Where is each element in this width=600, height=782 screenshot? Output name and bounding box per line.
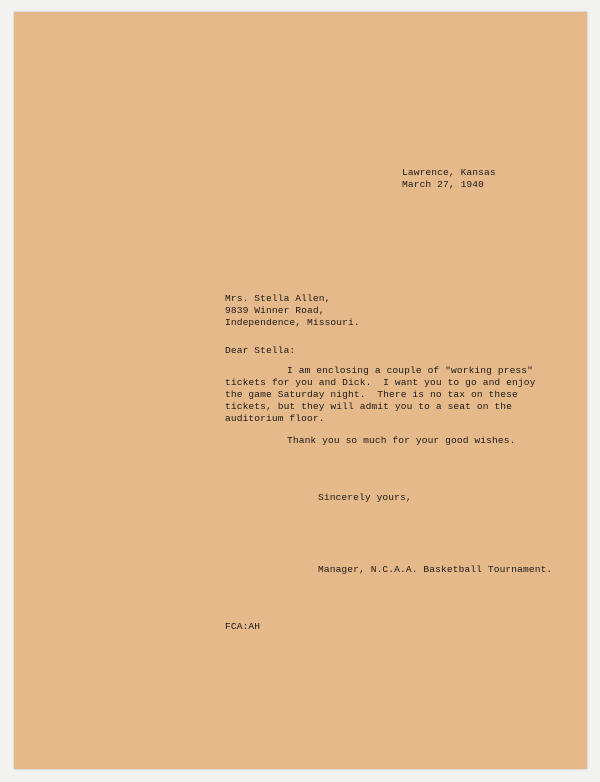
reference-initials: FCA:AH (225, 621, 261, 632)
thanks-line: Thank you so much for your good wishes. (287, 435, 516, 446)
signature-title: Manager, N.C.A.A. Basketball Tournament. (318, 564, 553, 575)
salutation: Dear Stella: (225, 345, 296, 356)
body-line: tickets, but they will admit you to a seat on the (225, 401, 513, 412)
recipient-city: Independence, Missouri. (225, 317, 360, 328)
recipient-street: 9839 Winner Road, (225, 305, 325, 316)
body-line: auditorium floor. (225, 413, 325, 424)
letter-place: Lawrence, Kansas (402, 167, 496, 178)
letter-date: March 27, 1940 (402, 179, 485, 190)
body-line: I am enclosing a couple of "working press" (287, 365, 534, 376)
closing: Sincerely yours, (318, 492, 412, 503)
body-line: the game Saturday night. There is no tax on these (225, 389, 518, 400)
body-line: tickets for you and Dick. I want you to go and enjoy (225, 377, 536, 388)
recipient-name: Mrs. Stella Allen, (225, 293, 331, 304)
